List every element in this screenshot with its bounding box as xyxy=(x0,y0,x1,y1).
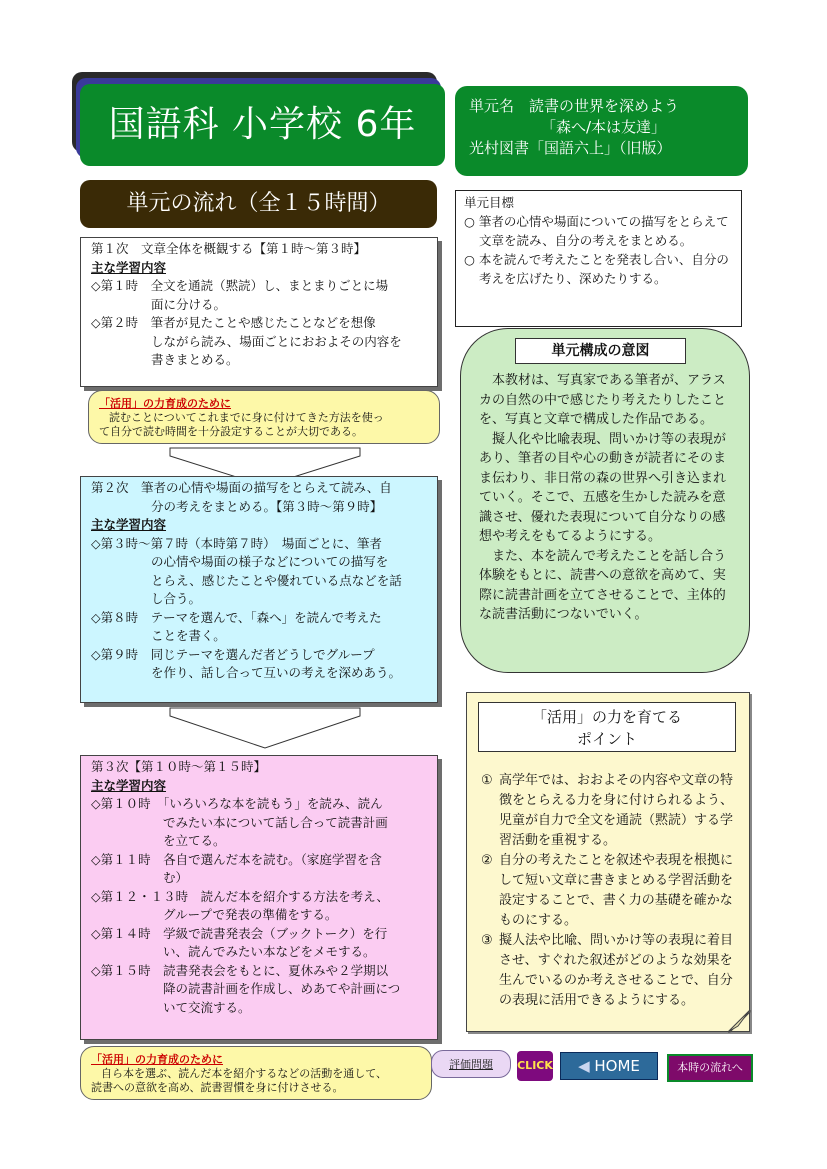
tip-text: 読むことについてこれまでに身に付けてきた方法を使っ xyxy=(109,411,384,424)
goal-item: ○ 筆者の心情や場面についての描写をとらえて文章を読み、自分の考えをまとめる。 xyxy=(464,214,729,248)
content-label: 主な学習内容 xyxy=(91,259,167,275)
tip-box-2 xyxy=(80,1046,432,1100)
step-title: 第３次【第１０時～第１５時】 xyxy=(91,759,267,774)
lesson-line: 面に分ける。 xyxy=(151,296,227,312)
point-text: 擬人法や比喩、問いかけ等の表現に着目させ、すぐれた叙述がどのような効果を生んでいるのか考えさせることで、自分の表現に活用できるようにする。 xyxy=(499,933,734,1008)
tip-text: て自分で読む時間を十分設定することが大切である。 xyxy=(99,425,363,438)
content-label: 主な学習内容 xyxy=(91,777,167,793)
point-number: ① xyxy=(481,773,493,788)
lesson-line: ◇第１１時 各自で選んだ本を読む。（家庭学習を含 xyxy=(91,851,382,867)
tip-title: 「活用」の力育成のために xyxy=(99,397,231,410)
step-2-box xyxy=(80,476,438,703)
down-arrow-2 xyxy=(150,706,380,750)
step-title: 第１次 文章全体を概観する【第１時～第３時】 xyxy=(91,241,367,256)
page-title: 国語科 小学校 6年 xyxy=(80,84,445,166)
lesson-line: ◇第３時～第７時（本時第７時） 場面ごとに、筆者 xyxy=(91,535,382,551)
home-arrow-icon: ◀ xyxy=(578,1057,590,1075)
lesson-line: の心情や場面の様子などについての描写を xyxy=(151,554,389,569)
step-title: 分の考えをまとめる。【第３時～第９時】 xyxy=(151,498,383,514)
intent-heading: 単元構成の意図 xyxy=(515,338,686,364)
lesson-line: いて交流する。 xyxy=(163,999,251,1015)
lesson-flow-link[interactable]: 本時の流れへ xyxy=(667,1054,753,1082)
lesson-line: い、読んでみたい本などをメモする。 xyxy=(163,944,376,959)
tip-text: 自ら本を選ぶ、読んだ本を紹介するなどの活動を通して、 xyxy=(101,1067,387,1080)
goals-label: 単元目標 xyxy=(464,195,515,210)
point-item xyxy=(481,851,739,931)
points-heading xyxy=(478,702,736,752)
point-item xyxy=(481,771,739,851)
step-title: 第２次 筆者の心情や場面の描写をとらえて読み、自 xyxy=(91,480,392,495)
click-button[interactable]: CLICK xyxy=(517,1051,553,1081)
lesson-line: ことを書く。 xyxy=(151,628,226,643)
lesson-line: ◇第１５時 読書発表会をもとに、夏休みや２学期以 xyxy=(91,962,389,978)
intent-paragraph: 擬人化や比喩表現、問いかけ等の表現があり、筆者の目や心の動きが読者にそのまま伝わり、非日常の森の世界へ引き込まれていく。そこで、五感を生かした読みを意識させ、優れた表現について自分なりの感想や考えをもてるようにする。 xyxy=(479,431,727,544)
content-label: 主な学習内容 xyxy=(91,517,167,532)
unit-info xyxy=(455,86,748,176)
unit-name: 単元名 読書の世界を深めよう xyxy=(469,97,680,115)
unit-textbook: 光村図書「国語六上」（旧版） xyxy=(469,139,672,157)
goal-item: ○ 本を読んで考えたことを発表し合い、自分の考えを広げたり、深めたりする。 xyxy=(464,252,729,286)
lesson-line: し合う。 xyxy=(151,591,202,606)
point-number: ③ xyxy=(481,933,493,948)
lesson-line: でみたい本について話し合って読書計画 xyxy=(163,814,388,830)
unit-intent-box xyxy=(460,328,750,673)
points-heading-line: ポイント xyxy=(576,730,637,748)
intent-paragraph: また、本を読んで考えたことを話し合う体験をもとに、読書への意欲を高めて、実際に読書計画を立てさせることで、主体的な読書活動につないでいく。 xyxy=(479,548,727,622)
tip-title: 「活用」の力育成のために xyxy=(91,1053,223,1066)
lesson-line: む） xyxy=(163,870,189,885)
point-number: ② xyxy=(481,853,493,868)
evaluation-link[interactable]: 評価問題 xyxy=(431,1050,511,1078)
lesson-line: とらえ、感じたことや優れている点などを話 xyxy=(151,572,402,588)
lesson-line: しながら読み、場面ごとにおおよその内容を xyxy=(151,333,402,349)
step-3-box xyxy=(80,755,438,1040)
lesson-line: 書きまとめる。 xyxy=(151,352,239,367)
lesson-line: ◇第９時 同じテーマを選んだ者どうしでグループ xyxy=(91,646,375,662)
tip-box-1 xyxy=(88,390,440,444)
lesson-line: ◇第１４時 学級で読書発表会（ブックトーク）を行 xyxy=(91,925,388,941)
lesson-line: グループで発表の準備をする。 xyxy=(163,907,338,922)
point-text: 高学年では、おおよその内容や文章の特徴をとらえる力を身に付けられるよう、児童が自力で全文を通読（黙読）する学習活動を重視する。 xyxy=(499,773,734,848)
lesson-line: ◇第１２・１３時 読んだ本を紹介する方法を考え、 xyxy=(91,888,389,904)
point-text: 自分の考えたことを叙述や表現を根拠にして短い文章に書きまとめる学習活動を設定することで、書く力の基礎を確かなものにする。 xyxy=(499,853,734,928)
intent-paragraph: 本教材は、写真家である筆者が、アラスカの自然の中で感じたり考えたりしたことを、写真と文章で構成した作品である。 xyxy=(479,373,727,427)
points-heading-line: 「活用」の力を育てる xyxy=(531,708,682,726)
home-button[interactable] xyxy=(560,1052,658,1080)
lesson-line: 降の読書計画を作成し、めあてや計画につ xyxy=(163,981,401,996)
lesson-line: ◇第１０時 「いろいろな本を読もう」を読み、読ん xyxy=(91,796,383,811)
unit-subtitle: 「森へ/本は友達」 xyxy=(541,118,667,136)
page-curl-icon xyxy=(728,1010,752,1034)
lesson-line: を作り、話し合って互いの考えを深めあう。 xyxy=(151,665,402,680)
lesson-line: ◇第１時 全文を通読（黙読）し、まとまりごとに場 xyxy=(91,278,389,293)
home-label: HOME xyxy=(594,1057,640,1075)
step-1-box xyxy=(80,237,438,387)
point-item xyxy=(481,931,739,1011)
lesson-line: ◇第８時 テーマを選んで、「森へ」を読んで考えた xyxy=(91,609,382,625)
lesson-line: ◇第２時 筆者が見たことや感じたことなどを想像 xyxy=(91,315,376,330)
lesson-line: を立てる。 xyxy=(163,833,226,848)
unit-goals xyxy=(455,190,742,327)
tip-text: 読書への意欲を高め、読書習慣を身に付けさせる。 xyxy=(91,1081,344,1094)
flow-heading: 単元の流れ（全１５時間） xyxy=(80,180,437,228)
